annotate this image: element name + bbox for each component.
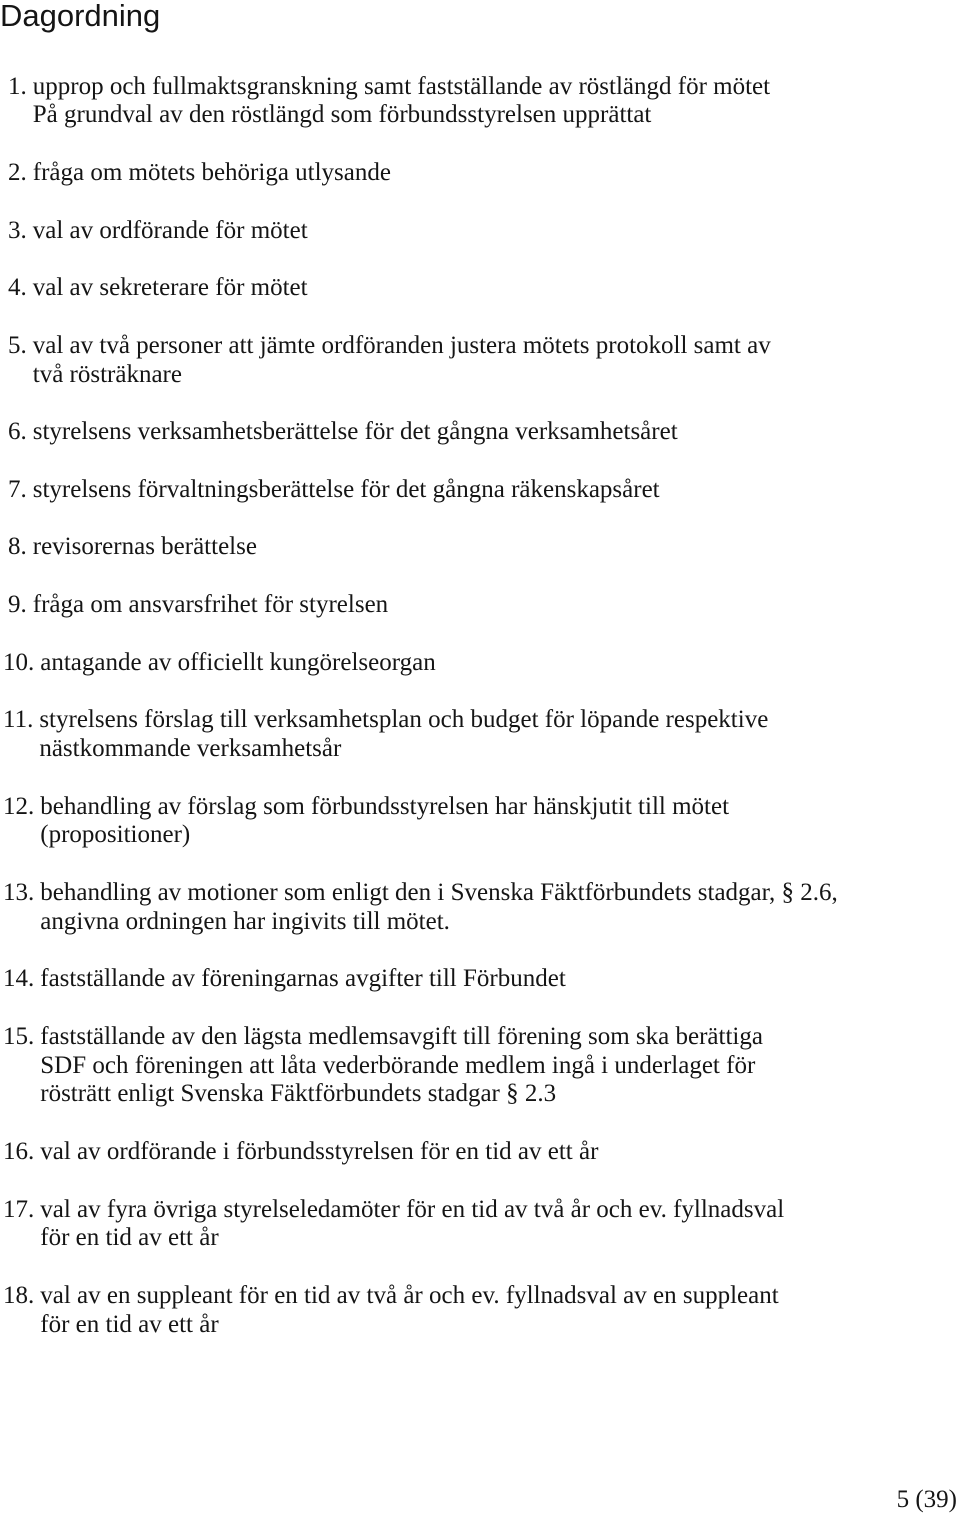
agenda-item-line: antagande av officiellt kungörelseorgan [40,648,436,676]
agenda-item-text [33,332,771,390]
agenda-item-number: 1. [8,72,27,100]
agenda-item-number: 10. [3,648,35,676]
agenda-item-text [40,649,435,678]
agenda-item-line: behandling av motioner som enligt den i Svenska Fäktförbundets stadgar, § 2.6, [40,878,838,906]
agenda-item-text [40,1023,763,1109]
agenda-item [0,159,960,188]
agenda-item-line: revisorernas berättelse [32,533,257,561]
agenda-item-text [40,1282,778,1340]
agenda-item-line: (propositioner) [40,821,191,849]
agenda-item [0,706,960,764]
agenda-item-line: val av två personer att jämte ordföranden justera mötets protokoll samt av [32,331,771,359]
agenda-item-text [40,965,566,994]
agenda-item-line: val av en suppleant för en tid av två år och ev. fyllnadsval av en suppleant [40,1282,779,1310]
agenda-item-line: SDF och föreningen att låta vederbörande medlem ingå i underlaget för [40,1051,756,1079]
agenda-item [0,533,960,562]
agenda-item-number: 5. [8,331,27,359]
agenda-item-number: 16. [3,1138,35,1166]
agenda-item-line: fråga om mötets behöriga utlysande [32,158,391,186]
agenda-item [0,217,960,246]
agenda-item-line: På grundval av den röstlängd som förbundsstyrelsen upprättat [32,101,652,129]
agenda-item-line: för en tid av ett år [40,1224,219,1252]
agenda-item-line: val av ordförande i förbundsstyrelsen för en tid av ett år [40,1138,599,1166]
agenda-item-number: 8. [8,533,27,561]
agenda-item-line: angivna ordningen har ingivits till mötet. [40,907,450,935]
agenda-item-number: 18. [3,1282,35,1310]
agenda-item-text [33,476,660,505]
agenda-item-text [33,533,257,562]
page-number: 5 (39) [896,1486,957,1513]
agenda-item-text [40,1138,598,1167]
agenda-item-line: rösträtt enligt Svenska Fäktförbundets stadgar § 2.3 [40,1080,557,1108]
agenda-item [0,73,960,131]
agenda-item-text [33,217,308,246]
agenda-item [0,965,960,994]
agenda-item-line: fråga om ansvarsfrihet för styrelsen [32,590,389,618]
agenda-item-line: nästkommande verksamhetsår [39,734,342,762]
agenda-item [0,591,960,620]
agenda-list [0,73,960,1369]
agenda-item-number: 15. [3,1022,35,1050]
agenda-item-text [39,706,768,764]
agenda-item-text [33,418,678,447]
agenda-item-number: 13. [3,878,35,906]
agenda-item [0,418,960,447]
agenda-item-line: fastställande av föreningarnas avgifter till Förbundet [40,965,566,993]
agenda-item [0,879,960,937]
agenda-item-text [40,793,729,851]
agenda-item-line: val av fyra övriga styrelseledamöter för en tid av två år och ev. fyllnadsval [40,1195,785,1223]
agenda-item-line: fastställande av den lägsta medlemsavgift till förening som ska berättiga [40,1022,763,1050]
agenda-item-number: 7. [8,475,27,503]
agenda-item-text [33,73,770,131]
agenda-item [0,476,960,505]
agenda-item-text [33,159,391,188]
agenda-item-line: val av sekreterare för mötet [32,274,308,302]
agenda-item [0,332,960,390]
agenda-item [0,649,960,678]
agenda-item [0,1196,960,1254]
agenda-item-line: behandling av förslag som förbundsstyrelsen har hänskjutit till mötet [40,792,730,820]
agenda-item [0,274,960,303]
agenda-item-number: 9. [8,590,27,618]
agenda-item-line: styrelsens förvaltningsberättelse för det gångna räkenskapsåret [32,475,660,503]
agenda-item [0,1023,960,1109]
agenda-item-text [40,879,837,937]
agenda-item-line: för en tid av ett år [40,1310,219,1338]
agenda-item-number: 6. [8,418,27,446]
agenda-item [0,793,960,851]
page-title: Dagordning [0,0,161,33]
agenda-item-line: upprop och fullmaktsgranskning samt fastställande av röstlängd för mötet [32,72,771,100]
agenda-item-number: 14. [3,965,35,993]
agenda-item-number: 12. [3,792,35,820]
agenda-item-text [33,274,308,303]
agenda-item-number: 3. [8,216,27,244]
agenda-item-line: styrelsens förslag till verksamhetsplan och budget för löpande respektive [39,706,769,734]
agenda-item-number: 4. [8,274,27,302]
agenda-item-text [33,591,388,620]
agenda-item [0,1138,960,1167]
agenda-item-text [40,1196,784,1254]
agenda-item-number: 11. [3,706,34,734]
agenda-item-line: val av ordförande för mötet [32,216,308,244]
agenda-item-line: två rösträknare [32,360,182,388]
agenda-item-number: 17. [3,1195,35,1223]
agenda-item-line: styrelsens verksamhetsberättelse för det gångna verksamhetsåret [32,418,678,446]
agenda-item-number: 2. [8,158,27,186]
agenda-item [0,1282,960,1340]
